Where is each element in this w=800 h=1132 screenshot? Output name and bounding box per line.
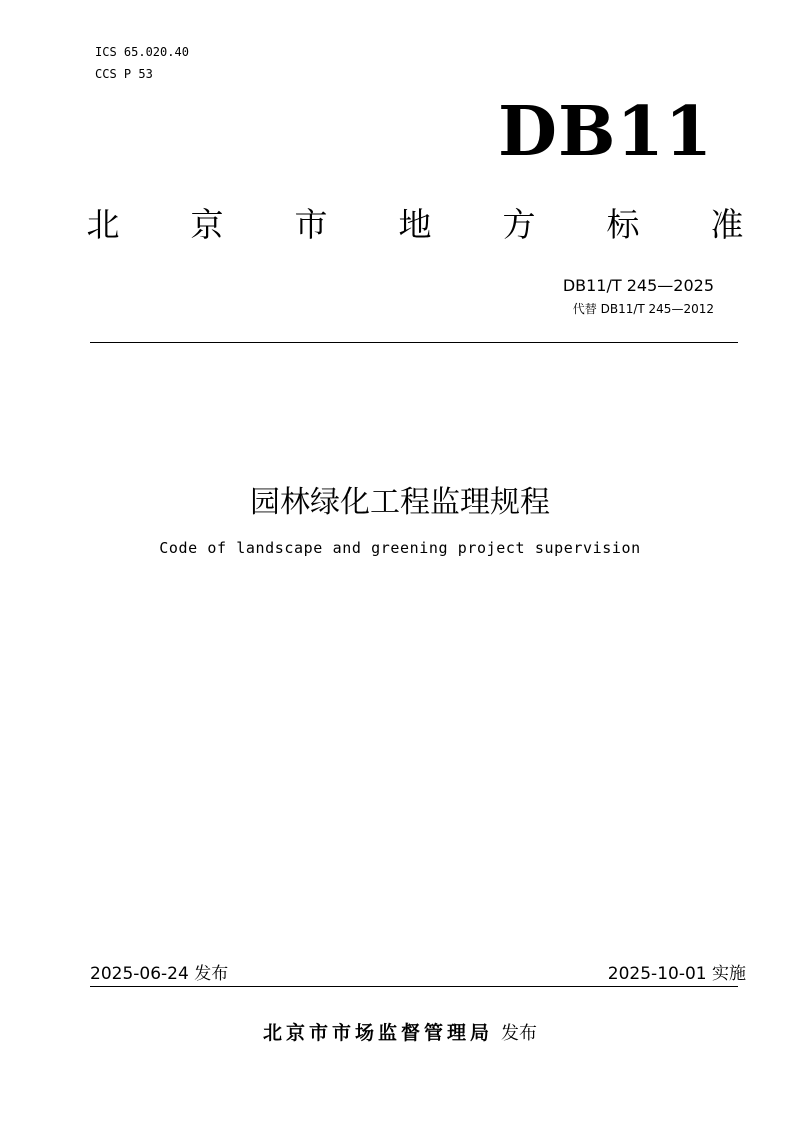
standard-type-char: 标 [606,205,640,244]
publisher-name: 北京市市场监督管理局 [262,1022,493,1044]
replaces-standard: 代替 DB11/T 245—2012 [572,302,714,316]
top-divider [90,342,738,343]
bottom-divider [90,986,738,987]
db-logo: DB11 [498,92,714,172]
implementation-date: 2025-10-01 实施 [607,964,746,984]
publish-label: 发布 [501,1023,537,1044]
standard-type-char: 准 [710,205,744,244]
standard-type-char: 北 [86,205,120,244]
publisher-line [0,1020,800,1047]
standard-number: DB11/T 245—2025 [562,276,714,295]
ics-code: ICS 65.020.40 [95,45,189,59]
ccs-code: CCS P 53 [95,67,153,81]
standard-type-char: 地 [398,205,432,244]
standard-type-char: 京 [190,205,224,244]
document-title-en: Code of landscape and greening project supervision [159,539,641,557]
standard-type-char: 市 [294,205,328,244]
standard-type-heading [80,202,750,248]
standard-type-char: 方 [502,205,536,244]
document-title-cn: 园林绿化工程监理规程 [250,485,550,520]
issue-date: 2025-06-24 发布 [90,964,229,984]
